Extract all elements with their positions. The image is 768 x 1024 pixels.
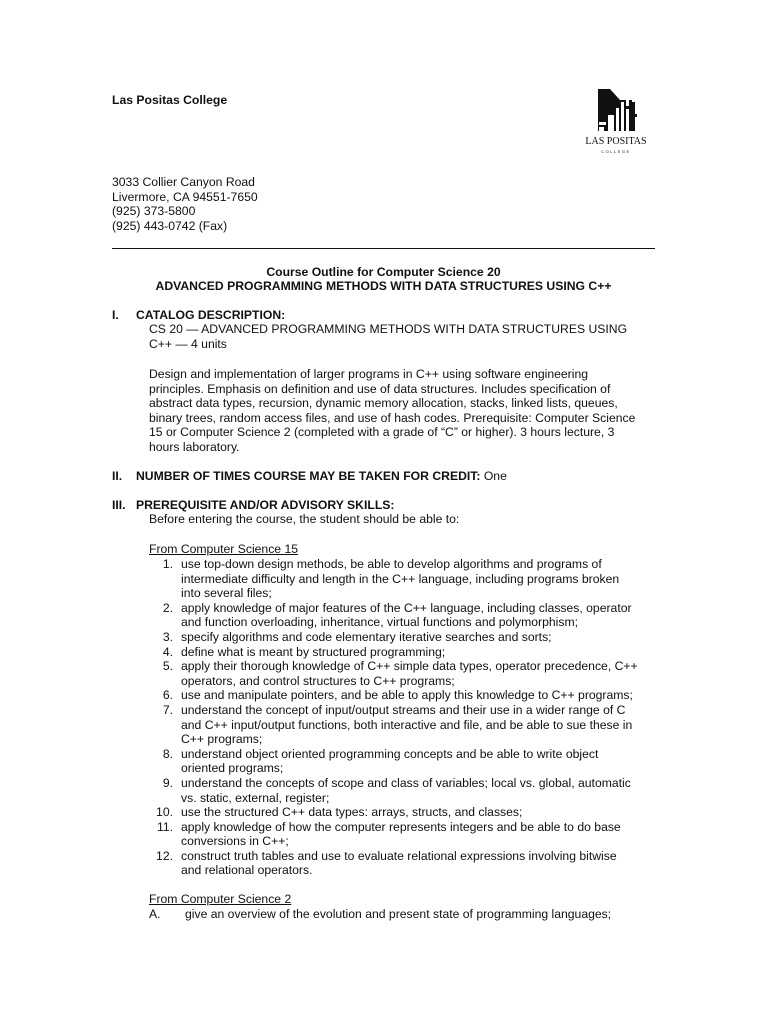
header-divider: [112, 248, 655, 249]
item-line: understand the concept of input/output streams and their use in a wider range of C: [181, 702, 626, 717]
las-positas-logo-icon: [580, 86, 660, 166]
item-line: and function overloading, inheritance, virtual functions and polymorphism;: [181, 615, 578, 630]
college-logo: [580, 86, 660, 166]
list-item: [149, 688, 669, 703]
catalog-line: CS 20 — ADVANCED PROGRAMMING METHODS WITH DATA STRUCTURES USING: [149, 322, 628, 336]
item-number: 4.: [162, 644, 173, 659]
catalog-line: C++ — 4 units: [149, 336, 227, 351]
item-letter: A.: [149, 907, 161, 921]
cs15-subheading: From Computer Science 15: [149, 542, 299, 556]
course-outline-title: Course Outline for Computer Science 20: [266, 265, 501, 279]
item-number: 5.: [162, 659, 173, 674]
item-number: 2.: [162, 600, 173, 615]
item-line: and relational operators.: [181, 863, 313, 878]
address-street: 3033 Collier Canyon Road: [112, 175, 255, 189]
list-item: [149, 630, 669, 645]
item-line: understand object oriented programming concepts and be able to write object: [181, 746, 599, 761]
item-number: 11.: [156, 819, 173, 834]
item-number: 8.: [162, 746, 173, 761]
section-number: II.: [112, 469, 123, 483]
catalog-entry: [149, 322, 627, 351]
item-line: C++ programs;: [181, 732, 263, 747]
description-line: principles. Emphasis on definition and use of data structures. Includes specification of: [149, 381, 611, 396]
item-line: vs. static, external, register;: [181, 790, 330, 805]
list-item: [149, 747, 669, 776]
description-line: abstract data types, recursion, dynamic memory allocation, stacks, linked lists, queues,: [149, 396, 618, 411]
list-item: [149, 645, 669, 660]
item-line: apply knowledge of major features of the C++ language, including classes, operator: [181, 600, 632, 615]
section-title: CATALOG DESCRIPTION:: [136, 308, 286, 322]
item-number: 9.: [162, 775, 173, 790]
prerequisite-intro: Before entering the course, the student should be able to:: [149, 512, 460, 526]
item-number: 12.: [156, 848, 173, 863]
section-catalog-description-heading: [112, 308, 285, 322]
item-line: specify algorithms and code elementary iterative searches and sorts;: [181, 629, 552, 644]
section-number: III.: [112, 498, 126, 512]
course-name-title: ADVANCED PROGRAMMING METHODS WITH DATA STRUCTURES USING C++: [155, 279, 612, 293]
item-line: understand the concepts of scope and class of variables; local vs. global, automatic: [181, 775, 631, 790]
cs15-skill-list: [149, 557, 669, 878]
section-title: NUMBER OF TIMES COURSE MAY BE TAKEN FOR CREDIT:: [136, 469, 481, 483]
course-description: [149, 367, 635, 455]
list-item: [149, 659, 669, 688]
college-name: Las Positas College: [112, 93, 228, 107]
item-line: use top-down design methods, be able to develop algorithms and programs of: [181, 557, 602, 571]
list-item: [149, 849, 669, 878]
list-item: [149, 805, 669, 820]
item-number: 1.: [162, 557, 173, 571]
item-line: construct truth tables and use to evaluate relational expressions involving bitwise: [181, 848, 617, 863]
list-item: [149, 703, 669, 747]
item-line: intermediate difficulty and length in the C++ language, including programs broken: [181, 571, 620, 586]
address-fax: (925) 443-0742 (Fax): [112, 218, 228, 233]
description-line: 15 or Computer Science 2 (completed with a grade of “C” or higher). 3 hours lecture, 3: [149, 425, 615, 440]
list-item: [149, 601, 669, 630]
description-line: binary trees, random access files, and use of hash codes. Prerequisite: Computer Science: [149, 410, 636, 425]
item-line: into several files;: [181, 586, 272, 601]
section-number: I.: [112, 308, 119, 322]
cs2-subheading: From Computer Science 2: [149, 892, 292, 906]
section-credit-repeat-heading: [112, 469, 507, 483]
svg-text:LAS POSITAS: LAS POSITAS: [585, 136, 647, 147]
svg-text:COLLEGE: COLLEGE: [601, 149, 631, 154]
item-line: use the structured C++ data types: arrays, structs, and classes;: [181, 805, 523, 820]
item-line: and C++ input/output functions, both interactive and file, and be able to sue these in: [181, 717, 633, 732]
credit-repeat-value: One: [483, 469, 507, 483]
item-text: give an overview of the evolution and present state of programming languages;: [185, 907, 612, 921]
address-phone: (925) 373-5800: [112, 204, 196, 219]
item-number: 6.: [162, 688, 173, 703]
list-item: [149, 907, 611, 922]
item-number: 7.: [162, 702, 173, 717]
item-number: 3.: [162, 629, 173, 644]
item-line: apply knowledge of how the computer represents integers and be able to do base: [181, 819, 621, 834]
section-title: PREREQUISITE AND/OR ADVISORY SKILLS:: [136, 498, 395, 512]
item-line: use and manipulate pointers, and be able to apply this knowledge to C++ programs;: [181, 688, 633, 703]
list-item: [149, 776, 669, 805]
section-prerequisite-heading: [112, 498, 394, 512]
description-line: Design and implementation of larger programs in C++ using software engineering: [149, 367, 588, 381]
cs2-skill-list: [149, 907, 611, 922]
item-line: oriented programs;: [181, 761, 284, 776]
item-line: apply their thorough knowledge of C++ simple data types, operator precedence, C++: [181, 659, 638, 674]
list-item: [149, 820, 669, 849]
address-city: Livermore, CA 94551-7650: [112, 189, 258, 204]
college-address: [112, 175, 258, 233]
list-item: [149, 557, 669, 601]
item-line: conversions in C++;: [181, 834, 289, 849]
item-line: define what is meant by structured programming;: [181, 644, 446, 659]
item-line: operators, and control structures to C++ programs;: [181, 673, 455, 688]
item-number: 10.: [156, 805, 173, 820]
description-line: hours laboratory.: [149, 439, 240, 454]
